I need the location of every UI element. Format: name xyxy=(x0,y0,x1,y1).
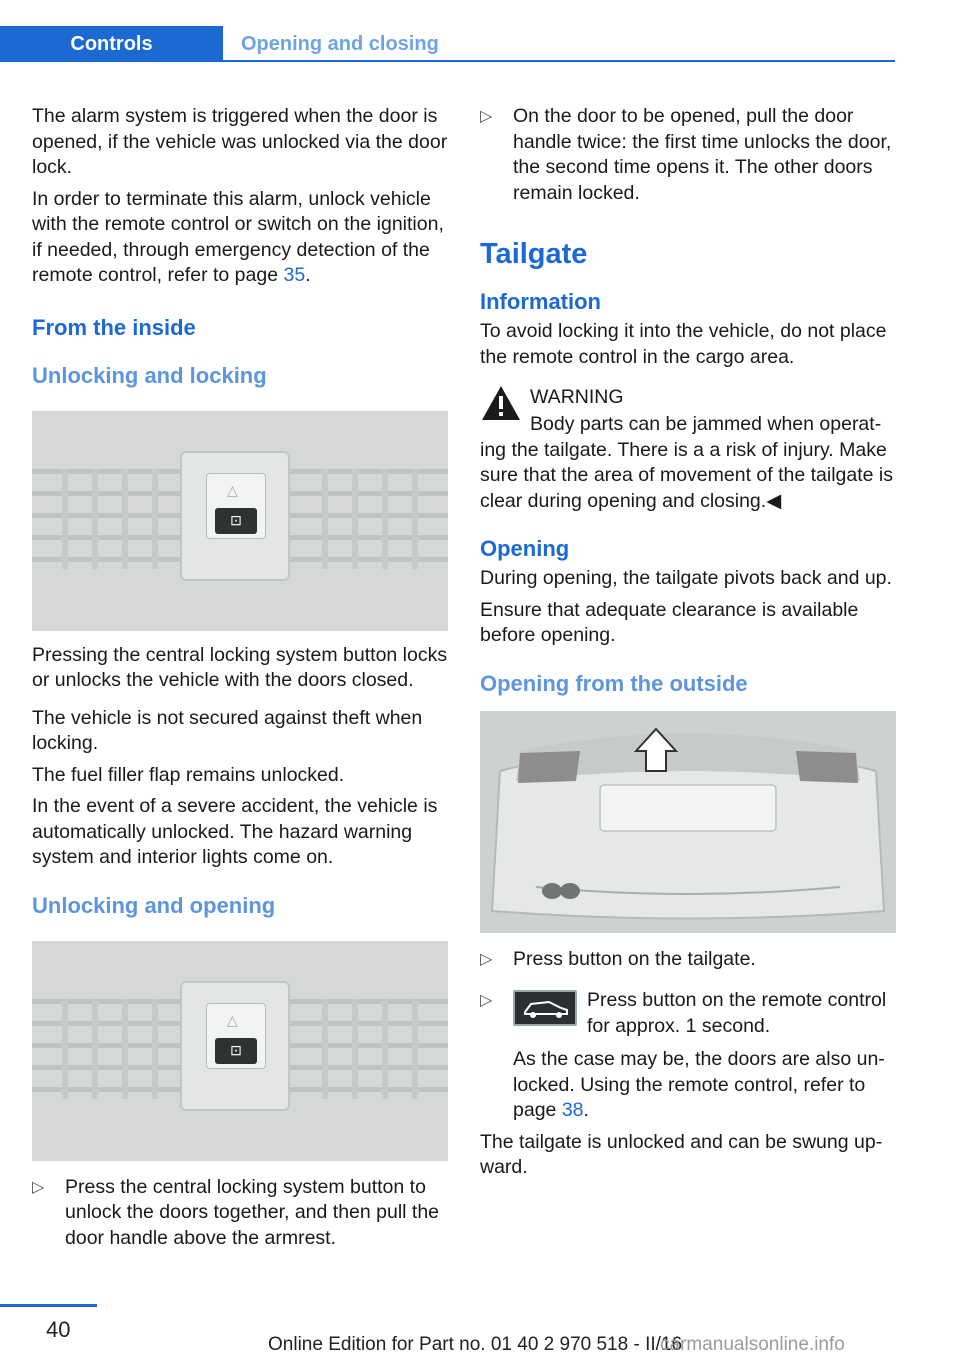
warning-triangle-icon xyxy=(480,384,522,422)
triangle-right-icon: ▷ xyxy=(480,950,493,968)
car-tailgate-icon xyxy=(513,990,577,1026)
section-title[interactable]: Opening and closing xyxy=(241,32,439,55)
footer-rule xyxy=(0,1304,97,1307)
central-locking-button xyxy=(180,451,290,581)
warning-block xyxy=(480,384,896,514)
edition-text: Online Edition for Part no. 01 40 2 970 518 - II/16 xyxy=(268,1334,683,1355)
central-locking-button xyxy=(180,981,290,1111)
text: As the case may be, the doors are also unlocked. Using the remote control, refer to page xyxy=(513,1048,885,1121)
list-item xyxy=(480,947,896,973)
paragraph: The tailgate is unlocked and can be swung upward. xyxy=(480,1130,883,1178)
list-item-text: Press button on the tailgate. xyxy=(513,947,756,970)
triangle-right-icon: ▷ xyxy=(480,992,493,1009)
paragraph xyxy=(32,187,448,289)
tailgate-illustration xyxy=(480,711,896,933)
heading-from-inside: From the inside xyxy=(32,314,196,340)
warning-heading: WARNING xyxy=(530,386,624,408)
list-item-text: Press button on the remote control for approx. 1 second. xyxy=(587,989,887,1037)
paragraph: The vehicle is not secured against theft when locking. xyxy=(32,706,423,754)
list-item-text: On the door to be opened, pull the door handle twice: the first time unlocks the door, the second time opens it. The other doors remain locked. xyxy=(513,105,892,204)
paragraph xyxy=(480,1047,896,1124)
central-locking-illustration-2 xyxy=(32,941,448,1161)
heading-unlocking-locking: Unlocking and locking xyxy=(32,362,267,388)
list-item-text: Press the central locking system button to unlock the doors together, and then pull the door handle above the armrest. xyxy=(65,1175,440,1249)
list-item xyxy=(480,104,896,206)
text: . xyxy=(305,264,311,286)
paragraph: In the event of a severe accident, the vehicle is automatically unlocked. The hazard warning system and interior lights come on. xyxy=(32,795,438,868)
paragraph: Ensure that adequate clearance is available before opening. xyxy=(480,598,859,646)
text: . xyxy=(583,1099,589,1121)
text: In order to terminate this alarm, unlock vehicle with the remote control or switch on the ignition, if needed, through emergency detection of the remote control, refer to page xyxy=(32,187,444,286)
right-column xyxy=(480,104,896,1187)
car-rear-drawing xyxy=(480,711,896,933)
list-item xyxy=(32,1175,448,1252)
paragraph: Pressing the central locking system button locks or unlocks the vehicle with the doors closed. xyxy=(32,643,448,691)
heading-opening-outside: Opening from the outside xyxy=(480,670,748,696)
page-header xyxy=(0,26,895,62)
heading-unlocking-opening: Unlocking and opening xyxy=(32,892,276,918)
hazard-icon: △ xyxy=(227,1011,238,1028)
heading-information: Information xyxy=(480,289,601,314)
triangle-right-icon: ▷ xyxy=(32,1178,45,1196)
central-locking-illustration xyxy=(32,411,448,631)
hazard-icon: △ xyxy=(227,481,238,498)
paragraph: During opening, the tailgate pivots back and up. xyxy=(480,567,892,589)
watermark: carmanualsonline.info xyxy=(660,1334,845,1355)
header-rule xyxy=(223,60,895,62)
lock-icon: ⊡ xyxy=(215,508,257,534)
paragraph: The alarm system is triggered when the door is opened, if the vehicle was unlocked via the door lock. xyxy=(32,105,448,178)
paragraph: To avoid locking it into the vehicle, do not place the remote control in the cargo area. xyxy=(480,320,887,368)
left-column xyxy=(32,104,448,1259)
page-link[interactable]: 35 xyxy=(283,264,306,286)
heading-opening: Opening xyxy=(480,536,570,561)
list-item xyxy=(480,988,896,1039)
heading-tailgate: Tailgate xyxy=(480,238,588,270)
page-link[interactable]: 38 xyxy=(561,1099,584,1121)
lock-icon: ⊡ xyxy=(215,1038,257,1064)
chapter-tab[interactable]: Controls xyxy=(0,26,223,62)
page-number: 40 xyxy=(46,1317,71,1342)
triangle-right-icon: ▷ xyxy=(480,108,493,125)
paragraph: The fuel filler flap remains unlocked. xyxy=(32,763,345,786)
warning-text: Body parts can be jammed when operating the tailgate. There is a a risk of injury. Make sure that the area of movement of the tailgate is clear during opening and closing.◀ xyxy=(480,413,893,512)
